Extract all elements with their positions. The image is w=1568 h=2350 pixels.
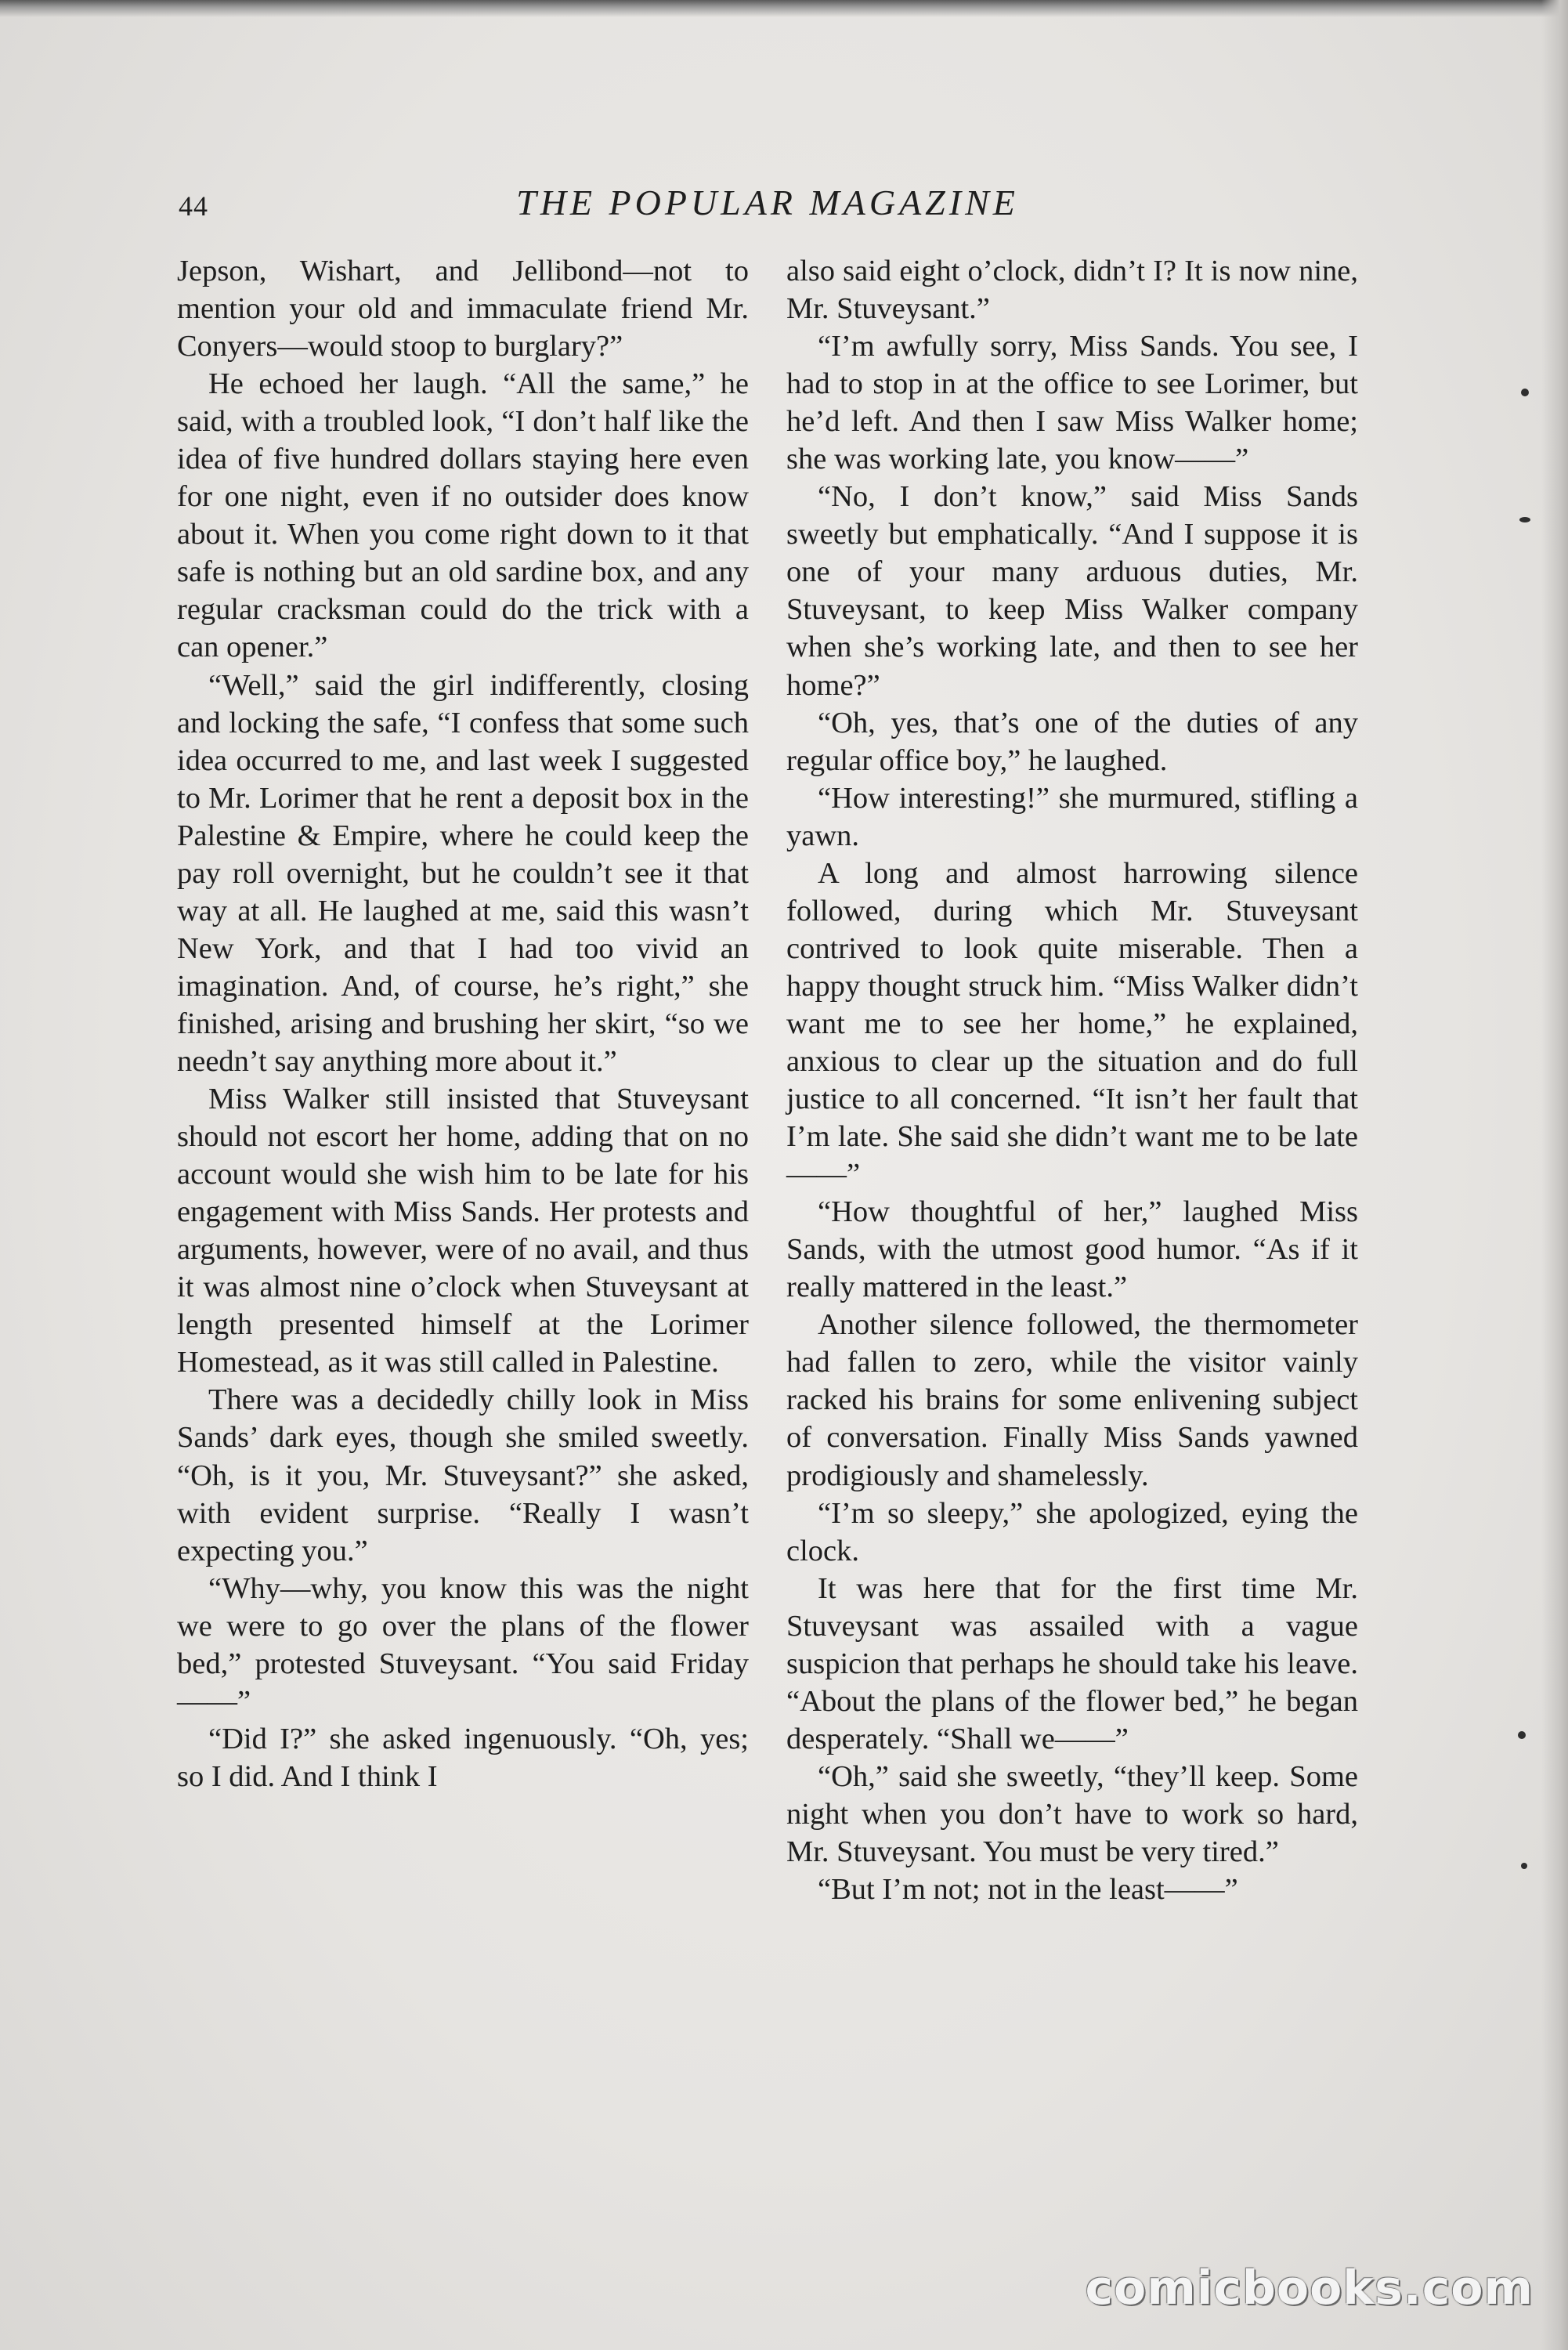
running-title: THE POPULAR MAGAZINE bbox=[516, 183, 1019, 222]
paragraph: There was a decidedly chilly look in Miss Sands’ dark eyes, though she smiled sweetly. “Oh, is it you, Mr. Stuveysant?” she asked, with evident surprise. “Really I wasn’t expecting you.” bbox=[177, 1383, 749, 1567]
paragraph: “But I’m not; not in the least——” bbox=[818, 1873, 1238, 1907]
page-number: 44 bbox=[179, 190, 208, 222]
paragraph: He echoed her laugh. “All the same,” he said, with a troubled look, “I don’t half like the idea of five hundred dollars staying here even for one night, even if no outsider does know about it. When you come right down to it that safe is nothing but an old sardine box, and any regular cracksman could do the trick with a can opener.” bbox=[177, 367, 749, 664]
right-text-column bbox=[786, 252, 1358, 1908]
page-header bbox=[179, 182, 1357, 237]
paragraph: “No, I don’t know,” said Miss Sands sweetly but emphatically. “And I suppose it is one of your many arduous duties, Mr. Stuveysant, to keep Miss Walker company when she’s working late, and then to see her home?” bbox=[786, 480, 1358, 702]
paragraph: “I’m awfully sorry, Miss Sands. You see, I had to stop in at the office to see Lorimer, but he’d left. And then I saw Miss Walker home; she was working late, you know——” bbox=[786, 330, 1358, 476]
paragraph: Jepson, Wishart, and Jellibond—not to mention your old and immaculate friend Mr. Conyers—would stoop to burglary?” bbox=[177, 255, 749, 363]
scan-top-edge bbox=[0, 0, 1568, 17]
paragraph: “Oh,” said she sweetly, “they’ll keep. Some night when you don’t have to work so hard, Mr. Stuveysant. You must be very tired.” bbox=[786, 1759, 1358, 1868]
paragraph: “How interesting!” she murmured, stifling a yawn. bbox=[786, 781, 1358, 852]
paragraph: “Did I?” she asked ingenuously. “Oh, yes; so I did. And I think I bbox=[177, 1722, 749, 1793]
binding-hole-mark bbox=[1521, 389, 1529, 396]
paragraph: “Why—why, you know this was the night we were to go over the plans of the flower bed,” protested Stuveysant. “You said Friday——” bbox=[177, 1571, 749, 1718]
binding-hole-mark bbox=[1518, 1731, 1526, 1739]
binding-hole-mark bbox=[1519, 517, 1530, 522]
binding-hole-mark bbox=[1521, 1863, 1527, 1869]
paragraph: Miss Walker still insisted that Stuveysant should not escort her home, adding that on no account would she wish him to be late for his engagement with Miss Sands. Her protests and arguments, however, were of no avail, and thus it was almost nine o’clock when Stuveysant at length presented himself at the Lorimer Homestead, as it was still called in Palestine. bbox=[177, 1083, 749, 1379]
paragraph: Another silence followed, the thermometer had fallen to zero, while the visitor vainly racked his brains for some enlivening subject of conversation. Finally Miss Sands yawned prodigiously and shamelessly. bbox=[786, 1308, 1358, 1492]
scan-right-edge bbox=[1541, 0, 1568, 2350]
watermark: comicbooks.com bbox=[1085, 2261, 1534, 2316]
paragraph: It was here that for the first time Mr. Stuveysant was assailed with a vague suspicion that perhaps he should take his leave. “About the plans of the flower bed,” he began desperately. “Shall we——” bbox=[786, 1571, 1358, 1755]
paragraph: “I’m so sleepy,” she apologized, eying the clock. bbox=[786, 1496, 1358, 1567]
paragraph: A long and almost harrowing silence followed, during which Mr. Stuveysant contrived to look quite miserable. Then a happy thought struck him. “Miss Walker didn’t want me to see her home,” he explained, anxious to clear up the situation and do full justice to all concerned. “It isn’t her fault that I’m late. She said she didn’t want me to be late——” bbox=[786, 856, 1358, 1191]
paragraph: “How thoughtful of her,” laughed Miss Sands, with the utmost good humor. “As if it really mattered in the least.” bbox=[786, 1195, 1358, 1304]
paragraph: “Well,” said the girl indifferently, closing and locking the safe, “I confess that some such idea occurred to me, and last week I suggested to Mr. Lorimer that he rent a deposit box in the Palestine & Empire, where he could keep the pay roll overnight, but he couldn’t see it that way at all. He laughed at me, said this wasn’t New York, and that I had too vivid an imagination. And, of course, he’s right,” she finished, arising and brushing her skirt, “so we needn’t say anything more about it.” bbox=[177, 668, 749, 1078]
paragraph: also said eight o’clock, didn’t I? It is now nine, Mr. Stuveysant.” bbox=[786, 255, 1358, 326]
left-text-column bbox=[177, 252, 749, 1795]
paragraph: “Oh, yes, that’s one of the duties of any regular office boy,” he laughed. bbox=[786, 706, 1358, 777]
